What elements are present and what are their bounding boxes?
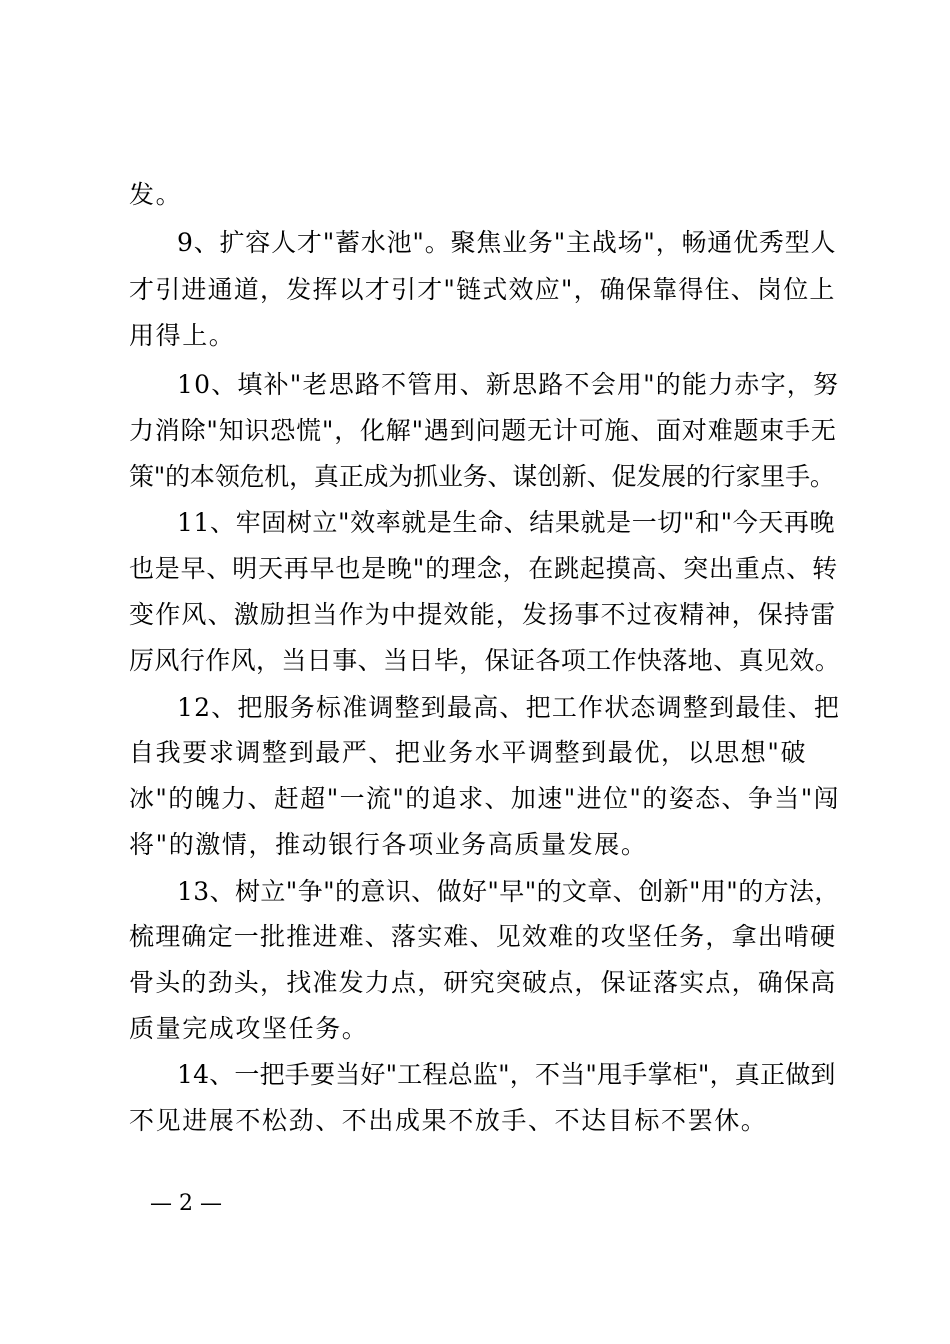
text-line: 也是早、明天再早也是晚"的理念，在跳起摸高、突出重点、转 xyxy=(129,554,838,583)
text-line: 变作风、激励担当作为中提效能，发扬事不过夜精神，保持雷 xyxy=(129,600,837,629)
paragraph-14-line-1: 14、一把手要当好"工程总监"，不当"甩手掌柜"，真正做到 xyxy=(177,1060,836,1089)
page-number: — 2 — xyxy=(150,1191,222,1216)
text-line: 梳理确定一批推进难、落实难、见效难的攻坚任务，拿出啃硬 xyxy=(129,922,837,951)
paragraph-10-line-1: 10、填补"老思路不管用、新思路不会用"的能力赤字，努 xyxy=(177,370,840,399)
text-line: 力消除"知识恐慌"，化解"遇到问题无计可施、面对难题束手无 xyxy=(129,416,837,445)
text-line: 厉风行作风，当日事、当日毕，保证各项工作快落地、真见效。 xyxy=(129,646,841,675)
text-line: 不见进展不松劲、不出成果不放手、不达目标不罢休。 xyxy=(129,1106,768,1135)
paragraph-13-line-1: 13、树立"争"的意识、做好"早"的文章、创新"用"的方法， xyxy=(177,877,840,906)
text-line: 将"的激情，推动银行各项业务高质量发展。 xyxy=(129,830,648,859)
text-line: 才引进通道，发挥以才引才"链式效应"，确保靠得住、岗位上 xyxy=(129,275,836,304)
text-line: 质量完成攻坚任务。 xyxy=(129,1014,369,1043)
paragraph-12-line-1: 12、把服务标准调整到最高、把工作状态调整到最佳、把 xyxy=(177,693,841,722)
text-line: 冰"的魄力、赶超"一流"的追求、加速"进位"的姿态、争当"闯 xyxy=(129,784,840,813)
text-line: 策"的本领危机，真正成为抓业务、谋创新、促发展的行家里手。 xyxy=(129,462,835,491)
paragraph-11-line-1: 11、牢固树立"效率就是生命、结果就是一切"和"今天再晚 xyxy=(177,508,836,537)
text-line: 用得上。 xyxy=(129,321,236,350)
text-line: 发。 xyxy=(129,180,183,209)
paragraph-9-line-1: 9、扩容人才"蓄水池"。聚焦业务"主战场"，畅通优秀型人 xyxy=(177,228,837,257)
text-line: 自我要求调整到最严、把业务水平调整到最优，以思想"破 xyxy=(129,738,808,767)
text-line: 骨头的劲头，找准发力点，研究突破点，保证落实点，确保高 xyxy=(129,968,837,997)
